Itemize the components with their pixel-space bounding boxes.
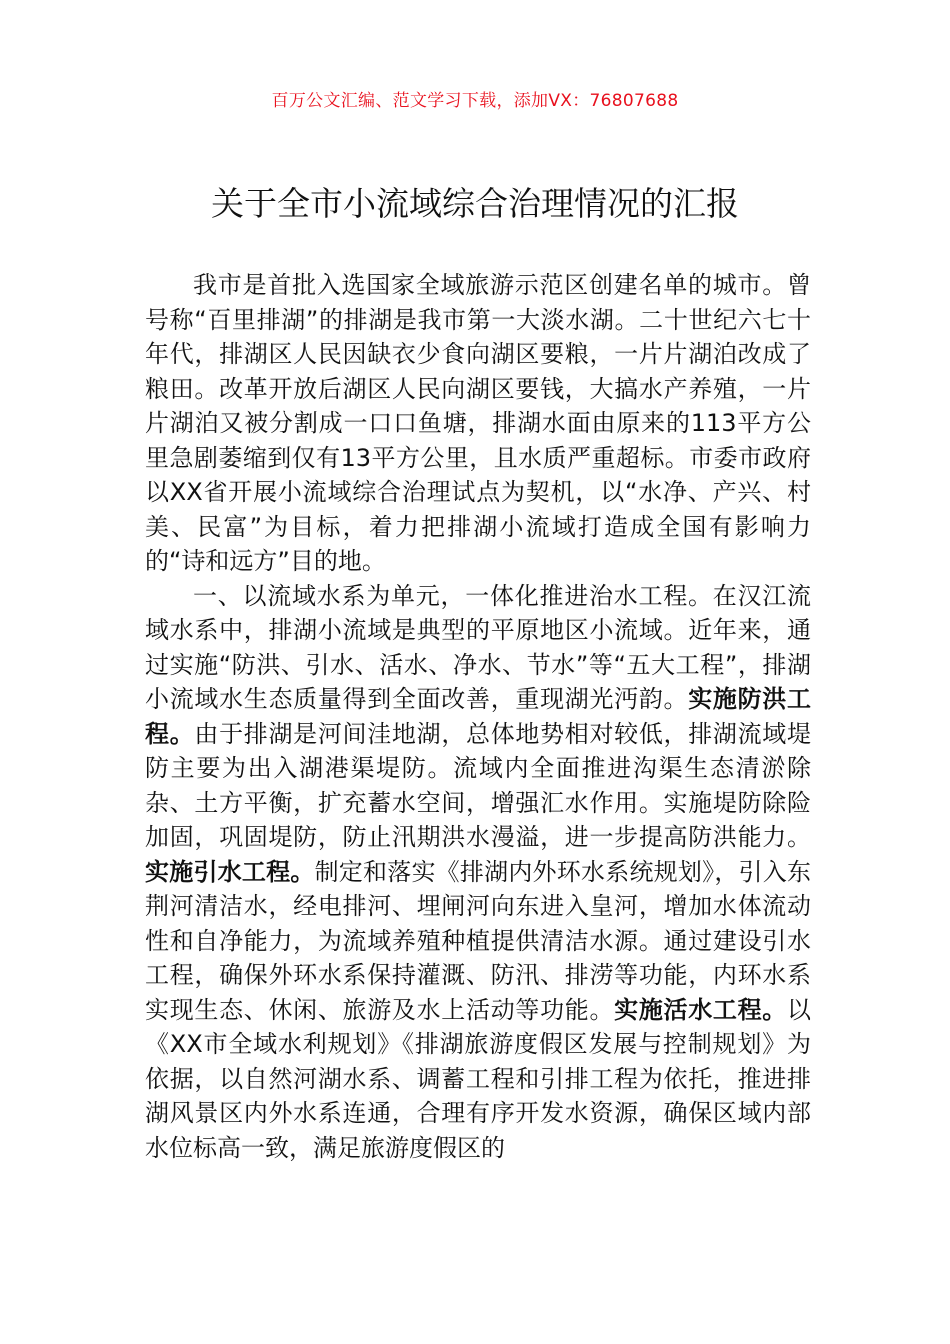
heading-water-flow: 实施活水工程。 [614,995,788,1024]
paragraph-section-one [145,579,811,1166]
flood-control-text: 由于排湖是河间洼地湖，总体地势相对较低，排湖流域堤防主要为出入湖港渠堤防。流域内全面推进沟渠生态清淤除杂、土方平衡，扩充蓄水空间，增强汇水作用。实施堤防除险加固，巩固堤防，防止汛期洪水漫溢，进一步提高防洪能力。 [145,719,812,851]
water-diversion-text: 制定和落实《排湖内外环水系统规划》，引入东荆河清洁水，经电排河、埋闸河向东进入皇河，增加水体流动性和自净能力，为流域养殖种植提供清洁水源。通过建设引水工程，确保外环水系保持灌溉、防汛、排涝等功能，内环水系实现生态、休闲、旅游及水上活动等功能。 [145,857,812,1024]
document-body [145,268,811,1165]
document-title: 关于全市小流域综合治理情况的汇报 [211,184,739,223]
header-ad-note: 百万公文汇编、范文学习下载，添加VX：76807688 [271,91,679,111]
heading-flood-control: 实施防洪工程。 [145,685,812,748]
water-flow-text: 以《XX市全域水利规划》《排湖旅游度假区发展与控制规划》为依据，以自然河湖水系、调蓄工程和引排工程为依托，推进排湖风景区内外水系连通，合理有序开发水资源，确保区域内部水位标高一致，满足旅游度假区的 [145,995,812,1162]
section-one-intro: 一、以流域水系为单元，一体化推进治水工程。在汉江流域水系中，排湖小流域是典型的平原地区小流域。近年来，通过实施“防洪、引水、活水、净水、节水”等“五大工程”，排湖小流域水生态质量得到全面改善，重现湖光沔韵。 [145,581,811,713]
paragraph-intro-text: 我市是首批入选国家全域旅游示范区创建名单的城市。曾号称“百里排湖”的排湖是我市第一大淡水湖。二十世纪六七十年代，排湖区人民因缺衣少食向湖区要粮，一片片湖泊改成了粮田。改革开放后湖区人民向湖区要钱，大搞水产养殖，一片片湖泊又被分割成一口口鱼塘，排湖水面由原来的113平方公里急剧萎缩到仅有13平方公里，且水质严重超标。市委市政府以XX省开展小流域综合治理试点为契机，以“水净、产兴、村美、民富”为目标，着力把排湖小流域打造成全国有影响力的“诗和远方”目的地。 [145,271,811,575]
heading-water-diversion: 实施引水工程。 [145,857,315,886]
paragraph-intro [145,268,811,579]
